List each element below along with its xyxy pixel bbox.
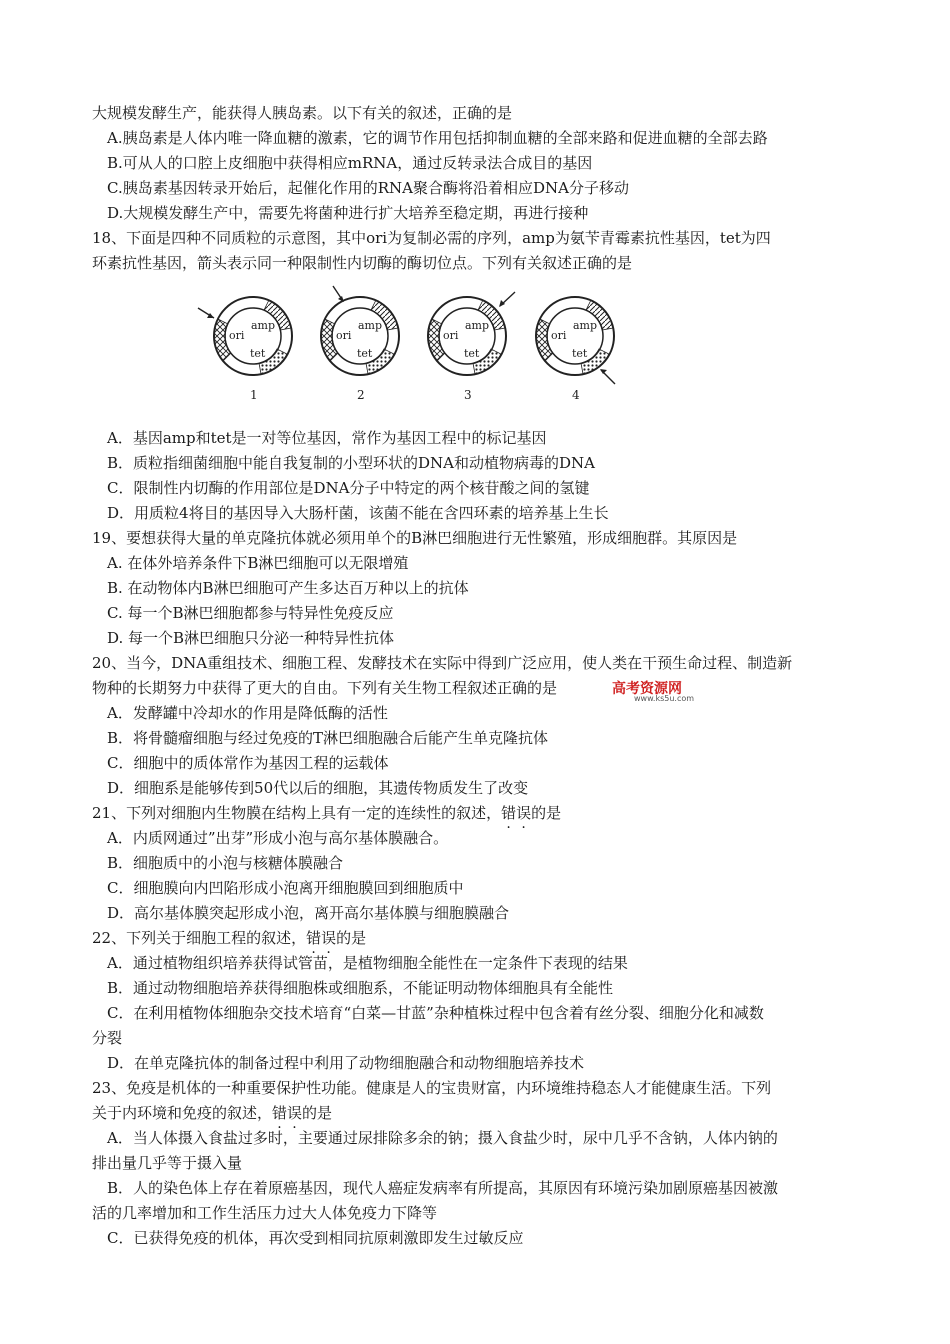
watermark-main: 高考资源网 (612, 681, 682, 697)
q23-stem-line1: 23、免疫是机体的一种重要保护性功能。健康是人的宝贵财富，内环境维持稳态人才能健康生活。下列 (92, 1079, 772, 1097)
q19-option-d: D. 每一个B淋巴细胞只分泌一种特异性抗体 (107, 629, 395, 647)
q20-stem-line1: 20、当今，DNA重组技术、细胞工程、发酵技术在实际中得到广泛应用，使人类在干预生命过程、制造新 (92, 654, 793, 672)
label-tet-1: tet (250, 347, 266, 360)
plasmid-2 (321, 286, 399, 375)
plasmid-diagram (195, 282, 635, 407)
label-tet-3: tet (464, 347, 480, 360)
q23-option-c: C．已获得免疫的机体，再次受到相同抗原刺激即发生过敏反应 (107, 1229, 524, 1247)
plasmid-1 (198, 297, 292, 375)
q23-option-b-cont: 活的几率增加和工作生活压力过大人体免疫力下降等 (92, 1204, 438, 1222)
q19-option-c: C. 每一个B淋巴细胞都参与特异性免疫反应 (107, 604, 394, 622)
q20-option-d: D．细胞系是能够传到50代以后的细胞，其遗传物质发生了改变 (107, 779, 529, 797)
q22-stem-text: 22、下列关于细胞工程的叙述， (92, 929, 307, 947)
label-tet-2: tet (357, 347, 373, 360)
label-amp-1: amp (251, 319, 276, 332)
q17-option-a: A.胰岛素是人体内唯一降血糖的激素，它的调节作用包括抑制血糖的全部来路和促进血糖的全部去路 (107, 129, 768, 147)
q21-stem-text: 21、下列对细胞内生物膜在结构上具有一定的连续性的叙述， (92, 804, 502, 822)
label-ori-4: ori (551, 329, 567, 342)
plasmid-number-2: 2 (357, 388, 365, 402)
q22-stem (92, 928, 366, 948)
q22-option-d: D．在单克隆抗体的制备过程中利用了动物细胞融合和动物细胞培养技术 (107, 1054, 585, 1072)
watermark-logo (612, 678, 698, 706)
label-amp-2: amp (358, 319, 383, 332)
q21-option-b: B．细胞质中的小泡与核糖体膜融合 (107, 854, 344, 872)
q23-option-a: A．当人体摄入食盐过多时，主要通过尿排除多余的钠；摄入食盐少时，尿中几乎不含钠，人体内钠的 (107, 1129, 778, 1147)
emphasis-char: 错 (272, 1104, 288, 1122)
q18-option-d: D．用质粒4将目的基因导入大肠杆菌，该菌不能在含四环素的培养基上生长 (107, 504, 609, 522)
label-amp-3: amp (465, 319, 490, 332)
emphasis-char: 误 (287, 1104, 303, 1122)
q22-option-a: A．通过植物组织培养获得试管苗，是植物细胞全能性在一定条件下表现的结果 (107, 954, 628, 972)
q19-option-a: A. 在体外培养条件下B淋巴细胞可以无限增殖 (107, 554, 409, 572)
q20-option-a: A．发酵罐中冷却水的作用是降低酶的活性 (107, 704, 388, 722)
q17-option-c: C.胰岛素基因转录开始后，起催化作用的RNA聚合酶将沿着相应DNA分子移动 (107, 179, 629, 197)
plasmid-number-3: 3 (464, 388, 472, 402)
emphasis-char: 错 (501, 804, 517, 822)
q23-option-a-cont: 排出量几乎等于摄入量 (92, 1154, 243, 1172)
q22-option-c: C．在利用植物体细胞杂交技术培育“白菜—甘蓝”杂种植株过程中包含着有丝分裂、细胞分化和减数 (107, 1004, 764, 1022)
plasmid-number-1: 1 (250, 388, 258, 402)
q18-stem-line1: 18、下面是四种不同质粒的示意图，其中ori为复制必需的序列，amp为氨苄青霉素抗性基因，tet为四 (92, 229, 771, 247)
q20-option-c: C．细胞中的质体常作为基因工程的运载体 (107, 754, 389, 772)
q18-option-a: A．基因amp和tet是一对等位基因，常作为基因工程中的标记基因 (107, 429, 547, 447)
emphasis-char: 误 (516, 804, 532, 822)
q22-stem-tail: 的是 (336, 929, 367, 947)
q19-stem: 19、要想获得大量的单克隆抗体就必须用单个的B淋巴细胞进行无性繁殖，形成细胞群。其原因是 (92, 529, 738, 547)
plasmid-3 (428, 292, 515, 375)
emphasis-char: 误 (321, 929, 337, 947)
plasmid-number-4: 4 (572, 388, 580, 402)
label-tet-4: tet (572, 347, 588, 360)
q20-stem-line2: 物种的长期努力中获得了更大的自由。下列有关生物工程叙述正确的是 (92, 679, 558, 697)
q23-option-b: B．人的染色体上存在着原癌基因，现代人癌症发病率有所提高，其原因有环境污染加剧原癌基因被激 (107, 1179, 779, 1197)
q21-option-a: A．内质网通过”出芽”形成小泡与高尔基体膜融合。 (107, 829, 449, 847)
q21-option-d: D．高尔基体膜突起形成小泡，离开高尔基体膜与细胞膜融合 (107, 904, 510, 922)
q23-stem-tail: 的是 (302, 1104, 333, 1122)
q23-stem-line2 (92, 1103, 332, 1123)
label-ori-3: ori (443, 329, 459, 342)
plasmid-4 (536, 297, 615, 384)
q21-stem (92, 803, 561, 823)
q20-option-b: B．将骨髓瘤细胞与经过免疫的T淋巴细胞融合后能产生单克隆抗体 (107, 729, 549, 747)
q17-option-d: D.大规模发酵生产中，需要先将菌种进行扩大培养至稳定期，再进行接种 (107, 204, 589, 222)
q18-option-c: C．限制性内切酶的作用部位是DNA分子中特定的两个核苷酸之间的氢键 (107, 479, 590, 497)
q18-stem-line2: 环素抗性基因，箭头表示同一种限制性内切酶的酶切位点。下列有关叙述正确的是 (92, 254, 633, 272)
q19-option-b: B. 在动物体内B淋巴细胞可产生多达百万种以上的抗体 (107, 579, 469, 597)
q18-option-b: B．质粒指细菌细胞中能自我复制的小型环状的DNA和动植物病毒的DNA (107, 454, 595, 472)
q17-stem-tail: 大规模发酵生产，能获得人胰岛素。以下有关的叙述，正确的是 (92, 104, 513, 122)
label-ori-2: ori (336, 329, 352, 342)
label-amp-4: amp (573, 319, 598, 332)
q21-option-c: C．细胞膜向内凹陷形成小泡离开细胞膜回到细胞质中 (107, 879, 464, 897)
emphasis-char: 错 (306, 929, 322, 947)
watermark-sub: www.ks5u.com (634, 694, 695, 703)
q22-option-b: B．通过动物细胞培养获得细胞株或细胞系，不能证明动物体细胞具有全能性 (107, 979, 614, 997)
q23-stem-text: 关于内环境和免疫的叙述， (92, 1104, 273, 1122)
q17-option-b: B.可从人的口腔上皮细胞中获得相应mRNA，通过反转录法合成目的基因 (107, 154, 593, 172)
label-ori-1: ori (229, 329, 245, 342)
q22-option-c-cont: 分裂 (92, 1029, 123, 1047)
q21-stem-tail: 的是 (531, 804, 562, 822)
